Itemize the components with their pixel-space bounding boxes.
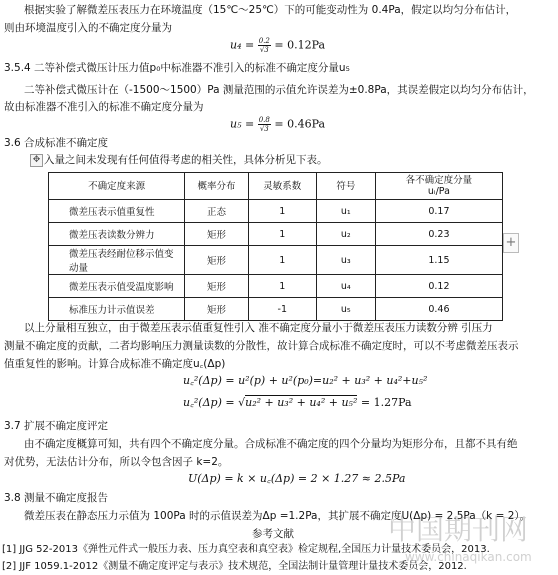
row-sensitivity: 1 [248,275,316,298]
formula-combined-root-lhs: u꜀²(Δp) = [183,396,235,409]
row-symbol: u₄ [316,275,375,298]
header-symbol: 符号 [316,173,375,200]
row-distribution: 矩形 [185,298,249,321]
move-handle-icon[interactable]: ✥ [30,154,43,167]
formula-u5 [230,116,325,133]
row-value: 0.17 [375,200,502,223]
header-component [375,173,502,200]
table-row [49,298,503,321]
formula-u4-fraction [258,37,271,54]
paragraph-1-line-1: 根据实验了解微差压表压力在环境温度（15℃～25℃）下的可能变动性为 0.4Pa，假定以均匀分布估计， [24,4,517,16]
formula-u4-numerator: 0.2 [258,37,270,45]
row-source: 标准压力计示值误差 [49,298,185,321]
reference-1: [1] JJG 52-2013《弹性元件式一般压力表、压力真空表和真空表》检定规程,全国压力计量技术委员会，2013. [2,544,490,555]
row-value: 0.12 [375,275,502,298]
paragraph-2-line-1: 二等补偿式微压计在（-1500～1500）Pa 测量范围的示值允许误差为±0.8Pa，其误差假定以均匀分布估计， [24,84,534,96]
row-distribution: 正态 [185,200,249,223]
paragraph-6: 微差压表在静态压力示值为 100Pa 时的示值误差为Δp =1.2Pa，其扩展不确定度U(Δp) = 2.5Pa（k = 2）。 [24,510,531,522]
row-value: 0.23 [375,223,502,246]
radical-sign-icon: √ [238,396,246,409]
row-sensitivity: 1 [248,223,316,246]
header-component-line-1: 各不确定度分量 [405,175,473,186]
row-symbol: u₅ [316,298,375,321]
watermark-url: www.chinaqikan.com [405,550,532,564]
row-symbol: u₂ [316,223,375,246]
table-row [49,246,503,275]
formula-u5-rhs: = 0.46Pa [274,117,326,131]
table-row [49,200,503,223]
row-distribution: 矩形 [185,246,249,275]
formula-expanded: U(Δp) = k × u꜀(Δp) = 2 × 1.27 ≈ 2.5Pa [188,472,406,485]
row-value: 0.46 [375,298,502,321]
row-source: 微差压表示值受温度影响 [49,275,185,298]
row-sensitivity: 1 [248,200,316,223]
row-distribution: 矩形 [185,275,249,298]
header-source: 不确定度来源 [49,173,185,200]
paragraph-1-line-2: 则由环境温度引入的不确定度分量为 [4,22,172,34]
row-symbol: u₃ [316,246,375,275]
table-header-row [49,173,503,200]
header-distribution: 概率分布 [185,173,249,200]
formula-u5-fraction [258,116,271,133]
formula-u5-lhs: u₅ = [230,117,255,131]
header-sensitivity: 灵敏系数 [248,173,316,200]
paragraph-4-line-1: 以上分量相互独立，由于微差压表示值重复性引入 准不确定度分量小于微差压表压力读数分辨 引压力 [24,322,493,334]
reference-2: [2] JJF 1059.1-2012《测量不确定度评定与表示》技术规范，全国法制计量管理计量技术委员会，2012. [2,561,467,572]
formula-u4-rhs: = 0.12Pa [274,38,326,52]
row-source: 微差压表示值重复性 [49,200,185,223]
paragraph-5-line-1: 由不确定度概算可知，共有四个不确定度分量。合成标准不确定度的四个分量均为矩形分布，且都不具有绝 [24,438,518,450]
paragraph-5-line-2: 对优势，无法估计分布，所以令包含因子 k=2。 [4,456,229,468]
row-sensitivity: 1 [248,246,316,275]
header-component-line-2: uᵢ/Pa [427,186,450,197]
formula-u5-denominator: √3 [259,125,269,133]
formula-u4-lhs: u₄ = [230,38,255,52]
paragraph-4-line-2: 测量不确定度的贡献，二者均影响压力测量读数的分散性，故计算合成标准不确定度时，可以不考虑微差压表示 [4,340,519,352]
uncertainty-budget-table [48,172,503,321]
row-symbol: u₁ [316,200,375,223]
plus-icon[interactable]: + [503,233,519,253]
formula-combined-root [183,395,412,410]
paragraph-4-line-3: 值重复性的影响。计算合成标准不确定度u꜀(Δp) [4,358,226,370]
section-heading-3-8: 3.8 测量不确定度报告 [4,492,109,504]
formula-u4 [230,37,325,54]
paragraph-2-line-2: 故由标准器不准引入的标准不确定度分量为 [4,101,204,113]
row-source: 微差压表读数分辨力 [49,223,185,246]
references-title: 参考文献 [252,528,294,540]
formula-u5-numerator: 0.8 [258,116,270,124]
formula-combined-root-radicand: u₂² + u₃² + u₄² + u₅² [245,396,358,409]
formula-combined-squared: u꜀²(Δp) = u²(p) + u²(p₀)=u₂² + u₃² + u₄²+u₅² [183,374,428,387]
section-heading-3-5-4: 3.5.4 二等补偿式微压计压力值p₀中标准器不准引入的标准不确定度分量u₅ [4,62,350,74]
table-row [49,275,503,298]
watermark-logo: 中国期刊网 [388,513,529,546]
paragraph-3: 入量之间未发现有任何值得考虑的相关性，具体分析见下表。 [44,154,328,166]
row-value: 1.15 [375,246,502,275]
formula-combined-root-rhs: = 1.27Pa [360,396,412,409]
row-distribution: 矩形 [185,223,249,246]
table-row [49,223,503,246]
section-heading-3-6: 3.6 合成标准不确定度 [4,137,109,149]
section-heading-3-7: 3.7 扩展不确定度评定 [4,420,109,432]
formula-u4-denominator: √3 [259,46,269,54]
row-source: 微差压表经耐位移示值变动量 [49,246,185,275]
row-sensitivity: -1 [248,298,316,321]
